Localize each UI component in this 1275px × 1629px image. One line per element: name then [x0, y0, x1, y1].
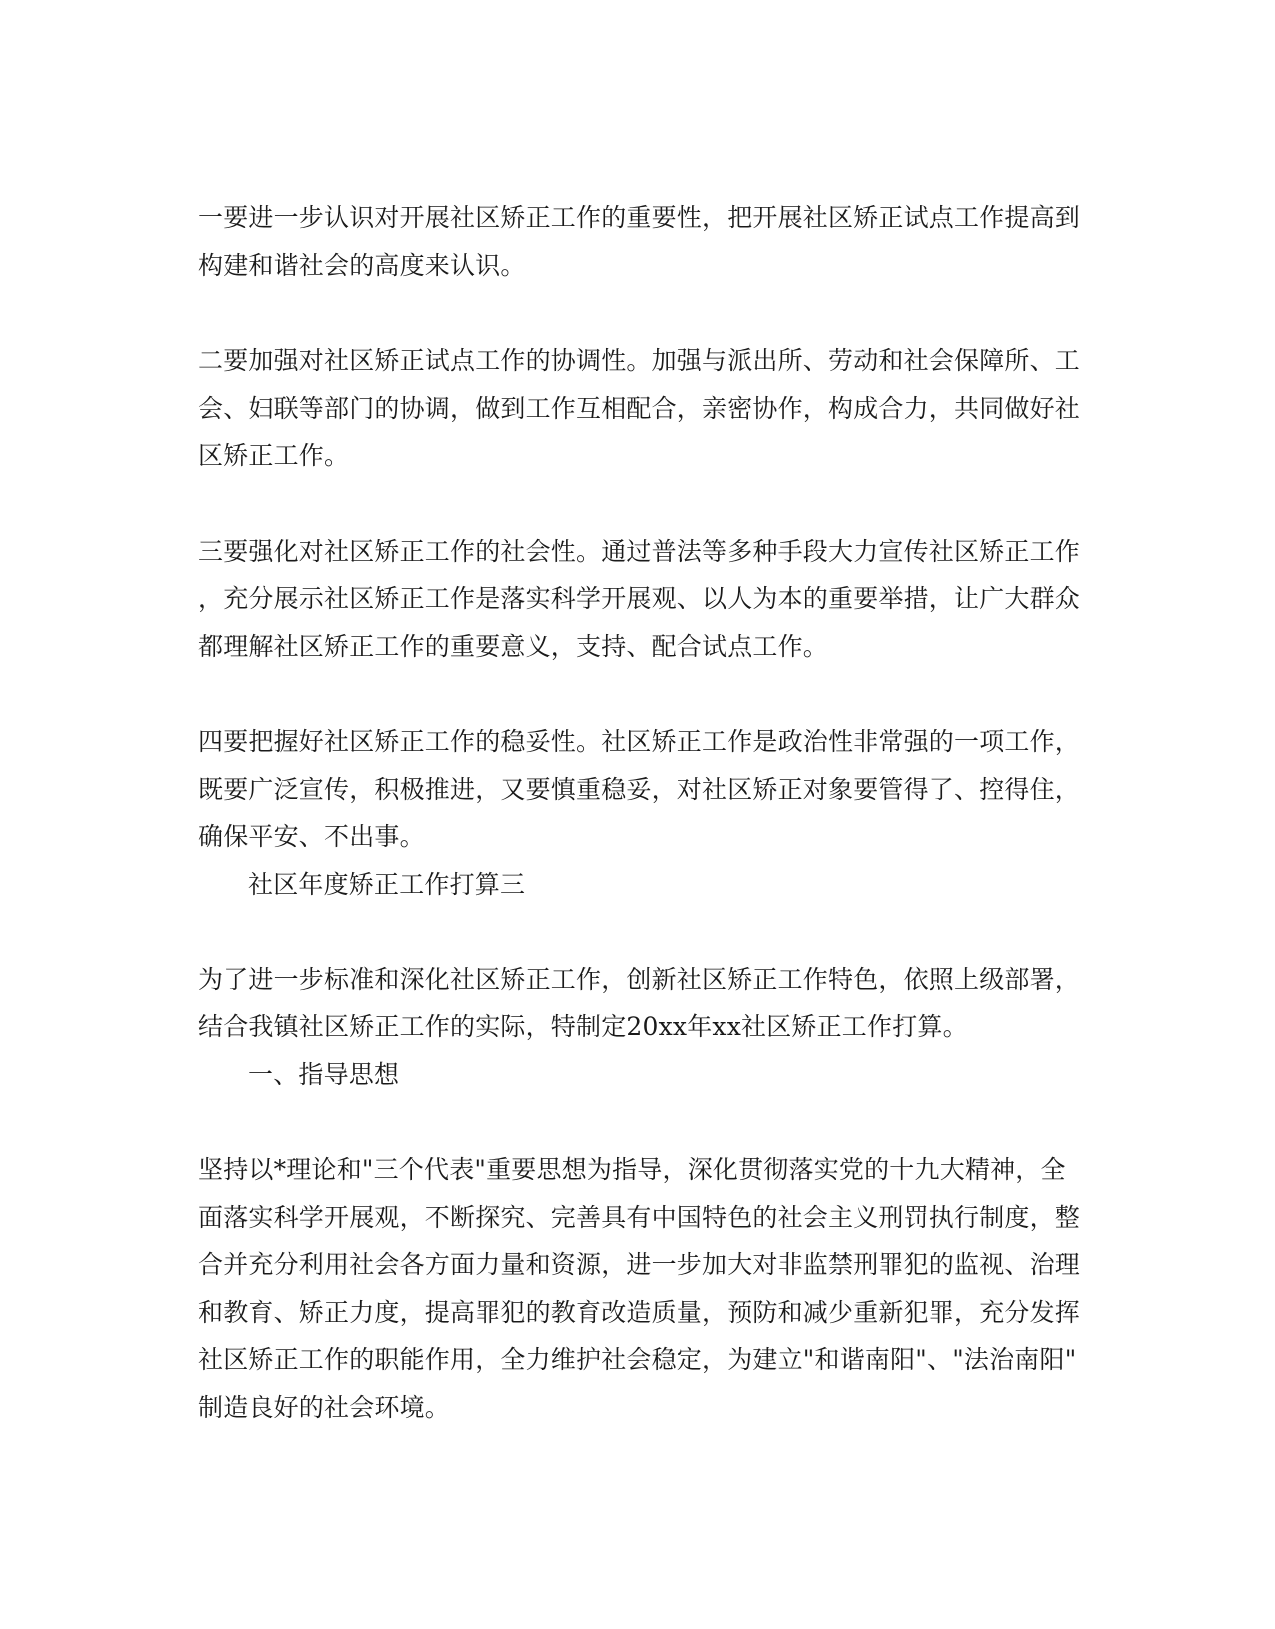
text-line: 确保平安、不出事。: [198, 822, 425, 851]
text-line: 构建和谐社会的高度来认识。: [198, 251, 526, 280]
text-line: 坚持以*理论和"三个代表"重要思想为指导，深化贯彻落实党的十九大精神，全: [198, 1155, 1066, 1184]
text-line: ，充分展示社区矫正工作是落实科学开展观、以人为本的重要举措，让广大群众: [198, 584, 1081, 613]
text-line: 会、妇联等部门的协调，做到工作互相配合，亲密协作，构成合力，共同做好社: [198, 394, 1081, 423]
text-line: 社区矫正工作的职能作用，全力维护社会稳定，为建立"和谐南阳"、"法治南阳": [198, 1345, 1077, 1374]
text-line: 制造良好的社会环境。: [198, 1393, 451, 1422]
text-line: 面落实科学开展观，不断探究、完善具有中国特色的社会主义刑罚执行制度，整: [198, 1203, 1081, 1232]
text-line: 二要加强对社区矫正试点工作的协调性。加强与派出所、劳动和社会保障所、工: [198, 346, 1081, 375]
text-line: 一要进一步认识对开展社区矫正工作的重要性，把开展社区矫正试点工作提高到: [198, 203, 1081, 232]
text-line: 为了进一步标准和深化社区矫正工作，创新社区矫正工作特色，依照上级部署，: [198, 965, 1081, 994]
text-line: 都理解社区矫正工作的重要意义，支持、配合试点工作。: [198, 632, 829, 661]
section-heading: 社区年度矫正工作打算三: [248, 870, 526, 899]
text-line: 和教育、矫正力度，提高罪犯的教育改造质量，预防和减少重新犯罪，充分发挥: [198, 1298, 1081, 1327]
section-heading: 一、指导思想: [248, 1060, 400, 1089]
text-line: 四要把握好社区矫正工作的稳妥性。社区矫正工作是政治性非常强的一项工作，: [198, 727, 1081, 756]
text-line: 结合我镇社区矫正工作的实际，特制定20xx年xx社区矫正工作打算。: [198, 1012, 968, 1041]
text-line: 区矫正工作。: [198, 441, 350, 470]
text-line: 三要强化对社区矫正工作的社会性。通过普法等多种手段大力宣传社区矫正工作: [198, 537, 1081, 566]
text-line: 合并充分利用社会各方面力量和资源，进一步加大对非监禁刑罪犯的监视、治理: [198, 1250, 1081, 1279]
text-line: 既要广泛宣传，积极推进，又要慎重稳妥，对社区矫正对象要管得了、控得住，: [198, 775, 1081, 804]
